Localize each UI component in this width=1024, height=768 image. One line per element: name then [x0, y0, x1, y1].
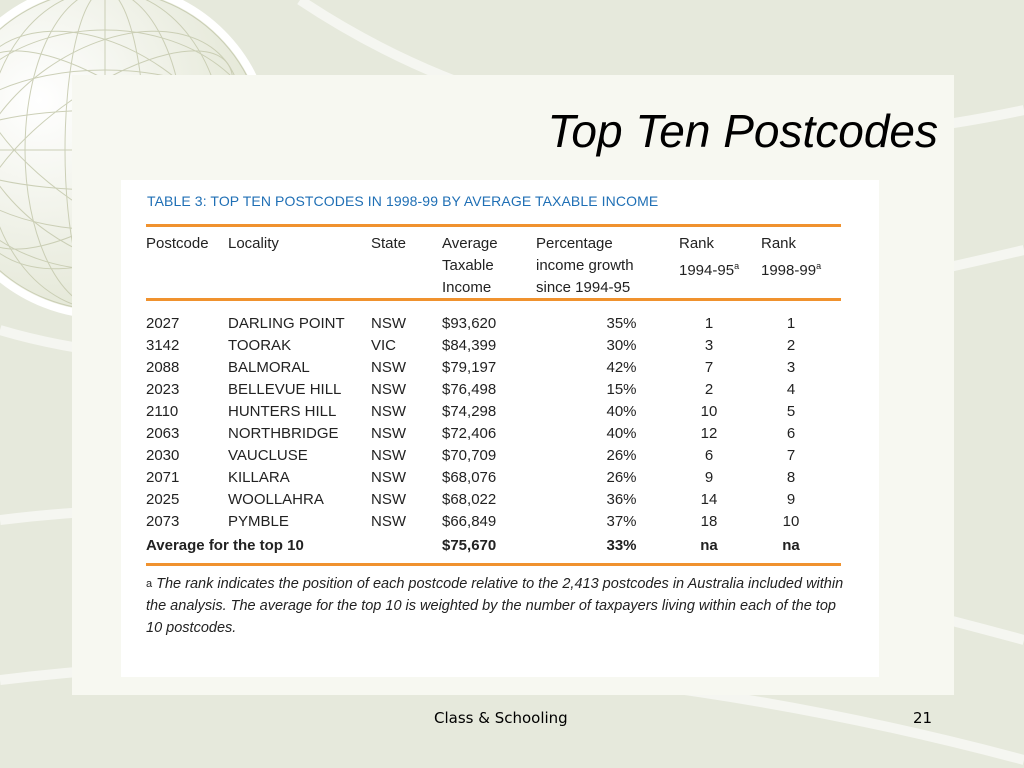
average-growth: 33% — [606, 537, 637, 554]
cell-rank98: 2 — [786, 337, 796, 354]
header-growth: Percentage income growth since 1994-95 — [536, 235, 634, 296]
footnote-text: The rank indicates the position of each postcode relative to the 2,413 postcodes in Australia included within the analysis. The average for the top 10 is weighted by the number of taxpayers living within each of the top 10 postcodes. — [146, 576, 844, 636]
cell-postcode: 2023 — [146, 381, 180, 398]
cell-income: $66,849 — [442, 513, 497, 530]
table-row — [121, 359, 879, 381]
header-state: State — [371, 235, 407, 252]
cell-income: $68,076 — [442, 469, 497, 486]
cell-rank94: 6 — [704, 447, 714, 464]
cell-state: NSW — [371, 513, 406, 530]
cell-growth: 40% — [606, 425, 637, 442]
cell-postcode: 3142 — [146, 337, 180, 354]
average-rank-1994: na — [700, 537, 718, 554]
cell-rank94: 2 — [704, 381, 714, 398]
cell-rank94: 14 — [700, 491, 718, 508]
cell-locality: PYMBLE — [228, 513, 289, 530]
cell-state: NSW — [371, 403, 406, 420]
cell-income: $70,709 — [442, 447, 497, 464]
cell-growth: 40% — [606, 403, 637, 420]
average-income: $75,670 — [442, 537, 497, 554]
cell-rank94: 1 — [704, 315, 714, 332]
average-label: Average for the top 10 — [146, 537, 304, 554]
cell-locality: NORTHBRIDGE — [228, 425, 339, 442]
cell-state: NSW — [371, 315, 406, 332]
table-row — [121, 315, 879, 337]
table-top-rule — [146, 224, 841, 227]
cell-rank98: 7 — [786, 447, 796, 464]
cell-locality: VAUCLUSE — [228, 447, 308, 464]
cell-growth: 42% — [606, 359, 637, 376]
cell-rank94: 18 — [700, 513, 718, 530]
cell-postcode: 2025 — [146, 491, 180, 508]
table-row — [121, 403, 879, 425]
cell-income: $76,498 — [442, 381, 497, 398]
cell-rank98: 4 — [786, 381, 796, 398]
slide-footer: Class & Schooling — [434, 709, 568, 727]
cell-rank98: 9 — [786, 491, 796, 508]
table-row — [121, 469, 879, 491]
slide-title: Top Ten Postcodes — [547, 105, 938, 157]
cell-rank94: 7 — [704, 359, 714, 376]
cell-postcode: 2110 — [146, 403, 179, 420]
header-rank-1994: Rank 1994-95$^a$ — [679, 235, 740, 279]
cell-locality: DARLING POINT — [228, 315, 345, 332]
table-row — [121, 337, 879, 359]
cell-postcode: 2071 — [146, 469, 180, 486]
cell-state: NSW — [371, 491, 406, 508]
cell-rank98: 5 — [786, 403, 796, 420]
cell-locality: TOORAK — [228, 337, 292, 354]
page-number: 21 — [913, 709, 933, 727]
average-rank-1998: na — [782, 537, 800, 554]
cell-rank94: 9 — [704, 469, 714, 486]
cell-locality: KILLARA — [228, 469, 290, 486]
cell-state: NSW — [371, 469, 406, 486]
cell-income: $72,406 — [442, 425, 497, 442]
cell-income: $84,399 — [442, 337, 497, 354]
cell-income: $74,298 — [442, 403, 497, 420]
cell-growth: 26% — [606, 447, 637, 464]
header-income: Average Taxable Income — [442, 235, 498, 296]
cell-growth: 35% — [606, 315, 637, 332]
cell-growth: 15% — [606, 381, 637, 398]
cell-growth: 30% — [606, 337, 637, 354]
table-caption: TABLE 3: TOP TEN POSTCODES IN 1998-99 BY AVERAGE TAXABLE INCOME — [147, 193, 659, 209]
table-row — [121, 381, 879, 403]
table-bottom-rule — [146, 563, 841, 566]
cell-state: NSW — [371, 425, 406, 442]
cell-growth: 36% — [606, 491, 637, 508]
table-row — [121, 513, 879, 535]
footnote-mark: a — [146, 578, 153, 590]
cell-growth: 26% — [606, 469, 637, 486]
cell-postcode: 2027 — [146, 315, 180, 332]
cell-rank94: 3 — [704, 337, 714, 354]
cell-rank98: 1 — [786, 315, 796, 332]
cell-rank98: 10 — [782, 513, 800, 530]
cell-rank98: 3 — [786, 359, 796, 376]
header-postcode: Postcode — [146, 235, 209, 252]
cell-postcode: 2030 — [146, 447, 180, 464]
cell-state: NSW — [371, 447, 406, 464]
cell-locality: BALMORAL — [228, 359, 310, 376]
cell-rank94: 12 — [700, 425, 718, 442]
cell-rank98: 8 — [786, 469, 796, 486]
table-footnote — [146, 573, 856, 639]
cell-growth: 37% — [606, 513, 637, 530]
cell-rank94: 10 — [700, 403, 718, 420]
cell-state: NSW — [371, 381, 406, 398]
table-row — [121, 425, 879, 447]
header-locality: Locality — [228, 235, 279, 252]
cell-postcode: 2063 — [146, 425, 180, 442]
cell-state: NSW — [371, 359, 406, 376]
cell-state: VIC — [371, 337, 397, 354]
cell-locality: HUNTERS HILL — [228, 403, 337, 420]
table-row — [121, 491, 879, 513]
table-row — [121, 447, 879, 469]
cell-locality: WOOLLAHRA — [228, 491, 324, 508]
cell-income: $93,620 — [442, 315, 497, 332]
table-average-row — [121, 537, 879, 559]
cell-postcode: 2088 — [146, 359, 180, 376]
cell-locality: BELLEVUE HILL — [228, 381, 342, 398]
table-header-rule — [146, 298, 841, 301]
cell-income: $68,022 — [442, 491, 497, 508]
cell-income: $79,197 — [442, 359, 497, 376]
income-table — [121, 180, 879, 677]
cell-rank98: 6 — [786, 425, 796, 442]
header-rank-1998: Rank 1998-99$^a$ — [761, 235, 822, 279]
cell-postcode: 2073 — [146, 513, 180, 530]
